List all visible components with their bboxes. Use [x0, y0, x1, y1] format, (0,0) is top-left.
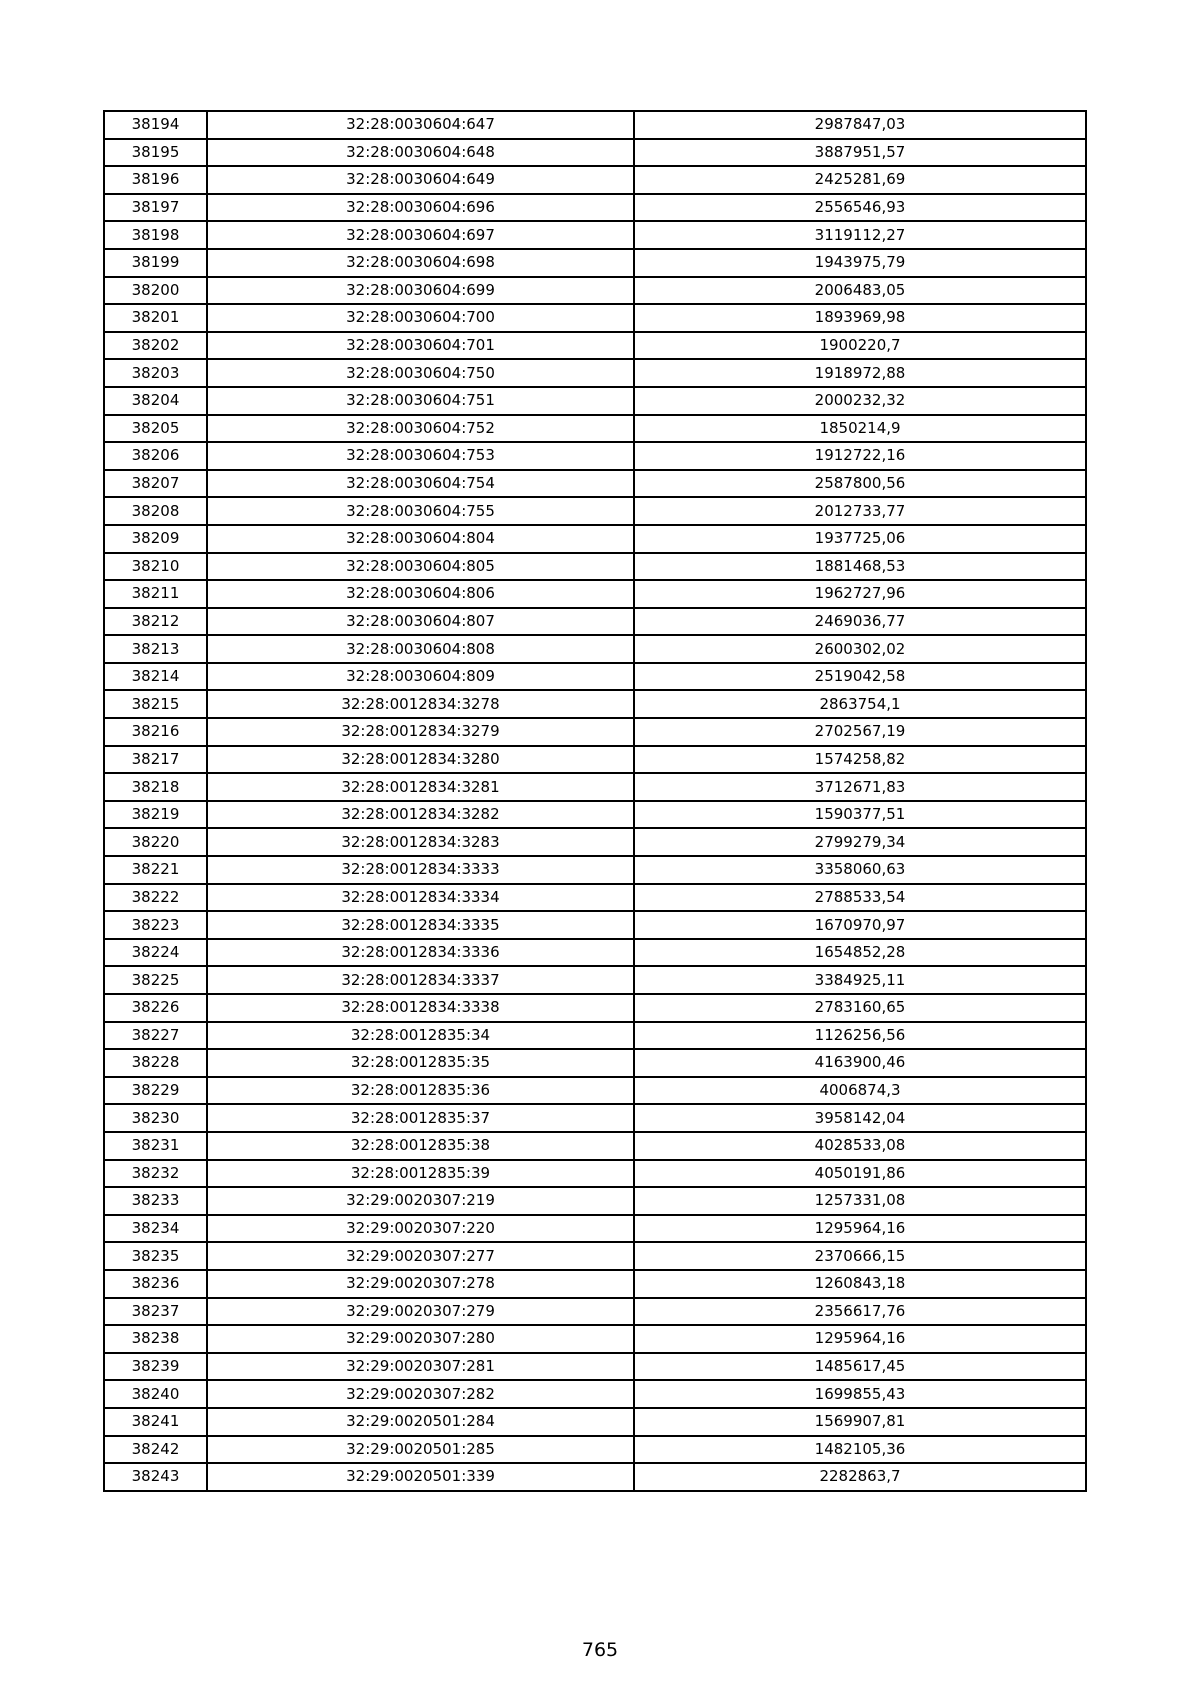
row-number-cell: 38212: [104, 608, 207, 636]
value-cell: 2600302,02: [634, 635, 1086, 663]
cadastral-number-cell: 32:28:0030604:755: [207, 497, 634, 525]
value-cell: 1482105,36: [634, 1436, 1086, 1464]
page-number: 765: [581, 1639, 619, 1661]
table-row: [104, 911, 1086, 939]
row-number-cell: 38231: [104, 1132, 207, 1160]
cadastral-number-cell: 32:28:0012835:39: [207, 1160, 634, 1188]
value-cell: 2425281,69: [634, 166, 1086, 194]
cadastral-number-cell: 32:28:0012834:3279: [207, 718, 634, 746]
row-number-cell: 38202: [104, 332, 207, 360]
table-row: [104, 1160, 1086, 1188]
table-row: [104, 1325, 1086, 1353]
cadastral-number-cell: 32:28:0030604:809: [207, 663, 634, 691]
row-number-cell: 38200: [104, 277, 207, 305]
cadastral-number-cell: 32:29:0020501:284: [207, 1408, 634, 1436]
table-row: [104, 497, 1086, 525]
row-number-cell: 38214: [104, 663, 207, 691]
value-cell: 2006483,05: [634, 277, 1086, 305]
value-cell: 2356617,76: [634, 1298, 1086, 1326]
cadastral-number-cell: 32:29:0020307:281: [207, 1353, 634, 1381]
value-cell: 1485617,45: [634, 1353, 1086, 1381]
row-number-cell: 38243: [104, 1463, 207, 1491]
row-number-cell: 38236: [104, 1270, 207, 1298]
table-row: [104, 939, 1086, 967]
value-cell: 1654852,28: [634, 939, 1086, 967]
value-cell: 1699855,43: [634, 1380, 1086, 1408]
row-number-cell: 38204: [104, 387, 207, 415]
cadastral-number-cell: 32:28:0012835:34: [207, 1022, 634, 1050]
table-row: [104, 608, 1086, 636]
row-number-cell: 38216: [104, 718, 207, 746]
table-row: [104, 1298, 1086, 1326]
value-cell: 1912722,16: [634, 442, 1086, 470]
row-number-cell: 38219: [104, 801, 207, 829]
value-cell: 1962727,96: [634, 580, 1086, 608]
row-number-cell: 38211: [104, 580, 207, 608]
row-number-cell: 38241: [104, 1408, 207, 1436]
row-number-cell: 38229: [104, 1077, 207, 1105]
table-row: [104, 966, 1086, 994]
value-cell: 2587800,56: [634, 470, 1086, 498]
value-cell: 2987847,03: [634, 111, 1086, 139]
cadastral-number-cell: 32:28:0030604:752: [207, 415, 634, 443]
cadastral-number-cell: 32:28:0030604:805: [207, 553, 634, 581]
cadastral-number-cell: 32:28:0030604:699: [207, 277, 634, 305]
value-cell: 2783160,65: [634, 994, 1086, 1022]
value-cell: 3887951,57: [634, 139, 1086, 167]
cadastral-number-cell: 32:28:0030604:754: [207, 470, 634, 498]
table-row: [104, 580, 1086, 608]
table-row: [104, 277, 1086, 305]
row-number-cell: 38235: [104, 1242, 207, 1270]
cadastral-number-cell: 32:28:0030604:647: [207, 111, 634, 139]
cadastral-number-cell: 32:28:0012834:3334: [207, 884, 634, 912]
value-cell: 1257331,08: [634, 1187, 1086, 1215]
row-number-cell: 38238: [104, 1325, 207, 1353]
cadastral-number-cell: 32:28:0030604:750: [207, 359, 634, 387]
row-number-cell: 38215: [104, 690, 207, 718]
cadastral-number-cell: 32:28:0012834:3336: [207, 939, 634, 967]
table-row: [104, 718, 1086, 746]
row-number-cell: 38222: [104, 884, 207, 912]
value-cell: 2000232,32: [634, 387, 1086, 415]
cadastral-number-cell: 32:29:0020307:282: [207, 1380, 634, 1408]
cadastral-number-cell: 32:28:0030604:751: [207, 387, 634, 415]
value-cell: 1590377,51: [634, 801, 1086, 829]
value-cell: 3958142,04: [634, 1104, 1086, 1132]
value-cell: 1670970,97: [634, 911, 1086, 939]
table-row: [104, 525, 1086, 553]
table-row: [104, 663, 1086, 691]
cadastral-number-cell: 32:28:0030604:804: [207, 525, 634, 553]
row-number-cell: 38234: [104, 1215, 207, 1243]
row-number-cell: 38232: [104, 1160, 207, 1188]
cadastral-number-cell: 32:28:0030604:696: [207, 194, 634, 222]
table-row: [104, 221, 1086, 249]
value-cell: 1295964,16: [634, 1325, 1086, 1353]
table-row: [104, 304, 1086, 332]
value-cell: 3119112,27: [634, 221, 1086, 249]
table-row: [104, 387, 1086, 415]
table-row: [104, 1215, 1086, 1243]
table-row: [104, 690, 1086, 718]
table-row: [104, 1187, 1086, 1215]
table-row: [104, 1132, 1086, 1160]
row-number-cell: 38237: [104, 1298, 207, 1326]
table-row: [104, 442, 1086, 470]
table-row: [104, 470, 1086, 498]
table-row: [104, 856, 1086, 884]
value-cell: 4050191,86: [634, 1160, 1086, 1188]
row-number-cell: 38224: [104, 939, 207, 967]
table-row: [104, 1353, 1086, 1381]
value-cell: 4163900,46: [634, 1049, 1086, 1077]
table-row: [104, 1408, 1086, 1436]
value-cell: 2702567,19: [634, 718, 1086, 746]
value-cell: 4006874,3: [634, 1077, 1086, 1105]
row-number-cell: 38205: [104, 415, 207, 443]
value-cell: 2012733,77: [634, 497, 1086, 525]
table-body: [104, 111, 1086, 1491]
cadastral-number-cell: 32:28:0030604:700: [207, 304, 634, 332]
value-cell: 1900220,7: [634, 332, 1086, 360]
table-row: [104, 359, 1086, 387]
table-row: [104, 332, 1086, 360]
cadastral-number-cell: 32:28:0012834:3282: [207, 801, 634, 829]
cadastral-number-cell: 32:28:0030604:807: [207, 608, 634, 636]
cadastral-number-cell: 32:28:0030604:753: [207, 442, 634, 470]
cadastral-number-cell: 32:28:0012834:3338: [207, 994, 634, 1022]
row-number-cell: 38226: [104, 994, 207, 1022]
value-cell: 1881468,53: [634, 553, 1086, 581]
table-row: [104, 773, 1086, 801]
cadastral-number-cell: 32:29:0020307:220: [207, 1215, 634, 1243]
row-number-cell: 38194: [104, 111, 207, 139]
row-number-cell: 38196: [104, 166, 207, 194]
cadastral-number-cell: 32:28:0012834:3337: [207, 966, 634, 994]
row-number-cell: 38210: [104, 553, 207, 581]
table-row: [104, 194, 1086, 222]
cadastral-number-cell: 32:28:0012834:3278: [207, 690, 634, 718]
cadastral-number-cell: 32:29:0020307:219: [207, 1187, 634, 1215]
cadastral-number-cell: 32:28:0012834:3335: [207, 911, 634, 939]
cadastral-number-cell: 32:28:0030604:648: [207, 139, 634, 167]
value-cell: 3384925,11: [634, 966, 1086, 994]
row-number-cell: 38240: [104, 1380, 207, 1408]
row-number-cell: 38225: [104, 966, 207, 994]
value-cell: 2519042,58: [634, 663, 1086, 691]
table-row: [104, 415, 1086, 443]
cadastral-number-cell: 32:28:0030604:808: [207, 635, 634, 663]
cadastral-number-cell: 32:28:0012834:3333: [207, 856, 634, 884]
table-row: [104, 1049, 1086, 1077]
value-cell: 2556546,93: [634, 194, 1086, 222]
cadastral-number-cell: 32:28:0012835:38: [207, 1132, 634, 1160]
row-number-cell: 38206: [104, 442, 207, 470]
cadastral-number-cell: 32:28:0030604:701: [207, 332, 634, 360]
table-row: [104, 249, 1086, 277]
row-number-cell: 38228: [104, 1049, 207, 1077]
row-number-cell: 38218: [104, 773, 207, 801]
value-cell: 3712671,83: [634, 773, 1086, 801]
table-row: [104, 994, 1086, 1022]
value-cell: 1126256,56: [634, 1022, 1086, 1050]
cadastral-number-cell: 32:28:0030604:649: [207, 166, 634, 194]
row-number-cell: 38213: [104, 635, 207, 663]
table-row: [104, 884, 1086, 912]
data-table: [103, 110, 1087, 1492]
table-row: [104, 1022, 1086, 1050]
row-number-cell: 38207: [104, 470, 207, 498]
row-number-cell: 38223: [104, 911, 207, 939]
value-cell: 1937725,06: [634, 525, 1086, 553]
table-row: [104, 166, 1086, 194]
cadastral-number-cell: 32:29:0020501:339: [207, 1463, 634, 1491]
value-cell: 1295964,16: [634, 1215, 1086, 1243]
row-number-cell: 38242: [104, 1436, 207, 1464]
table-row: [104, 828, 1086, 856]
row-number-cell: 38239: [104, 1353, 207, 1381]
cadastral-number-cell: 32:29:0020501:285: [207, 1436, 634, 1464]
row-number-cell: 38209: [104, 525, 207, 553]
value-cell: 1574258,82: [634, 746, 1086, 774]
value-cell: 2799279,34: [634, 828, 1086, 856]
cadastral-number-cell: 32:28:0012835:36: [207, 1077, 634, 1105]
cadastral-number-cell: 32:28:0030604:697: [207, 221, 634, 249]
table-row: [104, 635, 1086, 663]
cadastral-number-cell: 32:29:0020307:277: [207, 1242, 634, 1270]
value-cell: 3358060,63: [634, 856, 1086, 884]
row-number-cell: 38199: [104, 249, 207, 277]
table-row: [104, 1436, 1086, 1464]
row-number-cell: 38217: [104, 746, 207, 774]
cadastral-number-cell: 32:28:0030604:698: [207, 249, 634, 277]
value-cell: 2863754,1: [634, 690, 1086, 718]
value-cell: 1569907,81: [634, 1408, 1086, 1436]
table-row: [104, 801, 1086, 829]
cadastral-number-cell: 32:29:0020307:278: [207, 1270, 634, 1298]
table-row: [104, 1463, 1086, 1491]
cadastral-number-cell: 32:28:0012835:35: [207, 1049, 634, 1077]
table-row: [104, 746, 1086, 774]
table-row: [104, 1380, 1086, 1408]
cadastral-number-cell: 32:29:0020307:279: [207, 1298, 634, 1326]
value-cell: 1260843,18: [634, 1270, 1086, 1298]
table-row: [104, 1242, 1086, 1270]
value-cell: 1893969,98: [634, 304, 1086, 332]
value-cell: 1943975,79: [634, 249, 1086, 277]
row-number-cell: 38201: [104, 304, 207, 332]
row-number-cell: 38203: [104, 359, 207, 387]
cadastral-number-cell: 32:29:0020307:280: [207, 1325, 634, 1353]
cadastral-number-cell: 32:28:0012835:37: [207, 1104, 634, 1132]
table-row: [104, 139, 1086, 167]
value-cell: 2469036,77: [634, 608, 1086, 636]
row-number-cell: 38233: [104, 1187, 207, 1215]
row-number-cell: 38220: [104, 828, 207, 856]
row-number-cell: 38230: [104, 1104, 207, 1132]
cadastral-number-cell: 32:28:0012834:3280: [207, 746, 634, 774]
table-row: [104, 1077, 1086, 1105]
value-cell: 1850214,9: [634, 415, 1086, 443]
table-row: [104, 1270, 1086, 1298]
table-row: [104, 553, 1086, 581]
row-number-cell: 38195: [104, 139, 207, 167]
row-number-cell: 38208: [104, 497, 207, 525]
table-row: [104, 1104, 1086, 1132]
value-cell: 2370666,15: [634, 1242, 1086, 1270]
value-cell: 2788533,54: [634, 884, 1086, 912]
cadastral-number-cell: 32:28:0012834:3281: [207, 773, 634, 801]
row-number-cell: 38198: [104, 221, 207, 249]
table-row: [104, 111, 1086, 139]
value-cell: 1918972,88: [634, 359, 1086, 387]
cadastral-number-cell: 32:28:0012834:3283: [207, 828, 634, 856]
row-number-cell: 38221: [104, 856, 207, 884]
value-cell: 2282863,7: [634, 1463, 1086, 1491]
row-number-cell: 38197: [104, 194, 207, 222]
cadastral-number-cell: 32:28:0030604:806: [207, 580, 634, 608]
row-number-cell: 38227: [104, 1022, 207, 1050]
value-cell: 4028533,08: [634, 1132, 1086, 1160]
